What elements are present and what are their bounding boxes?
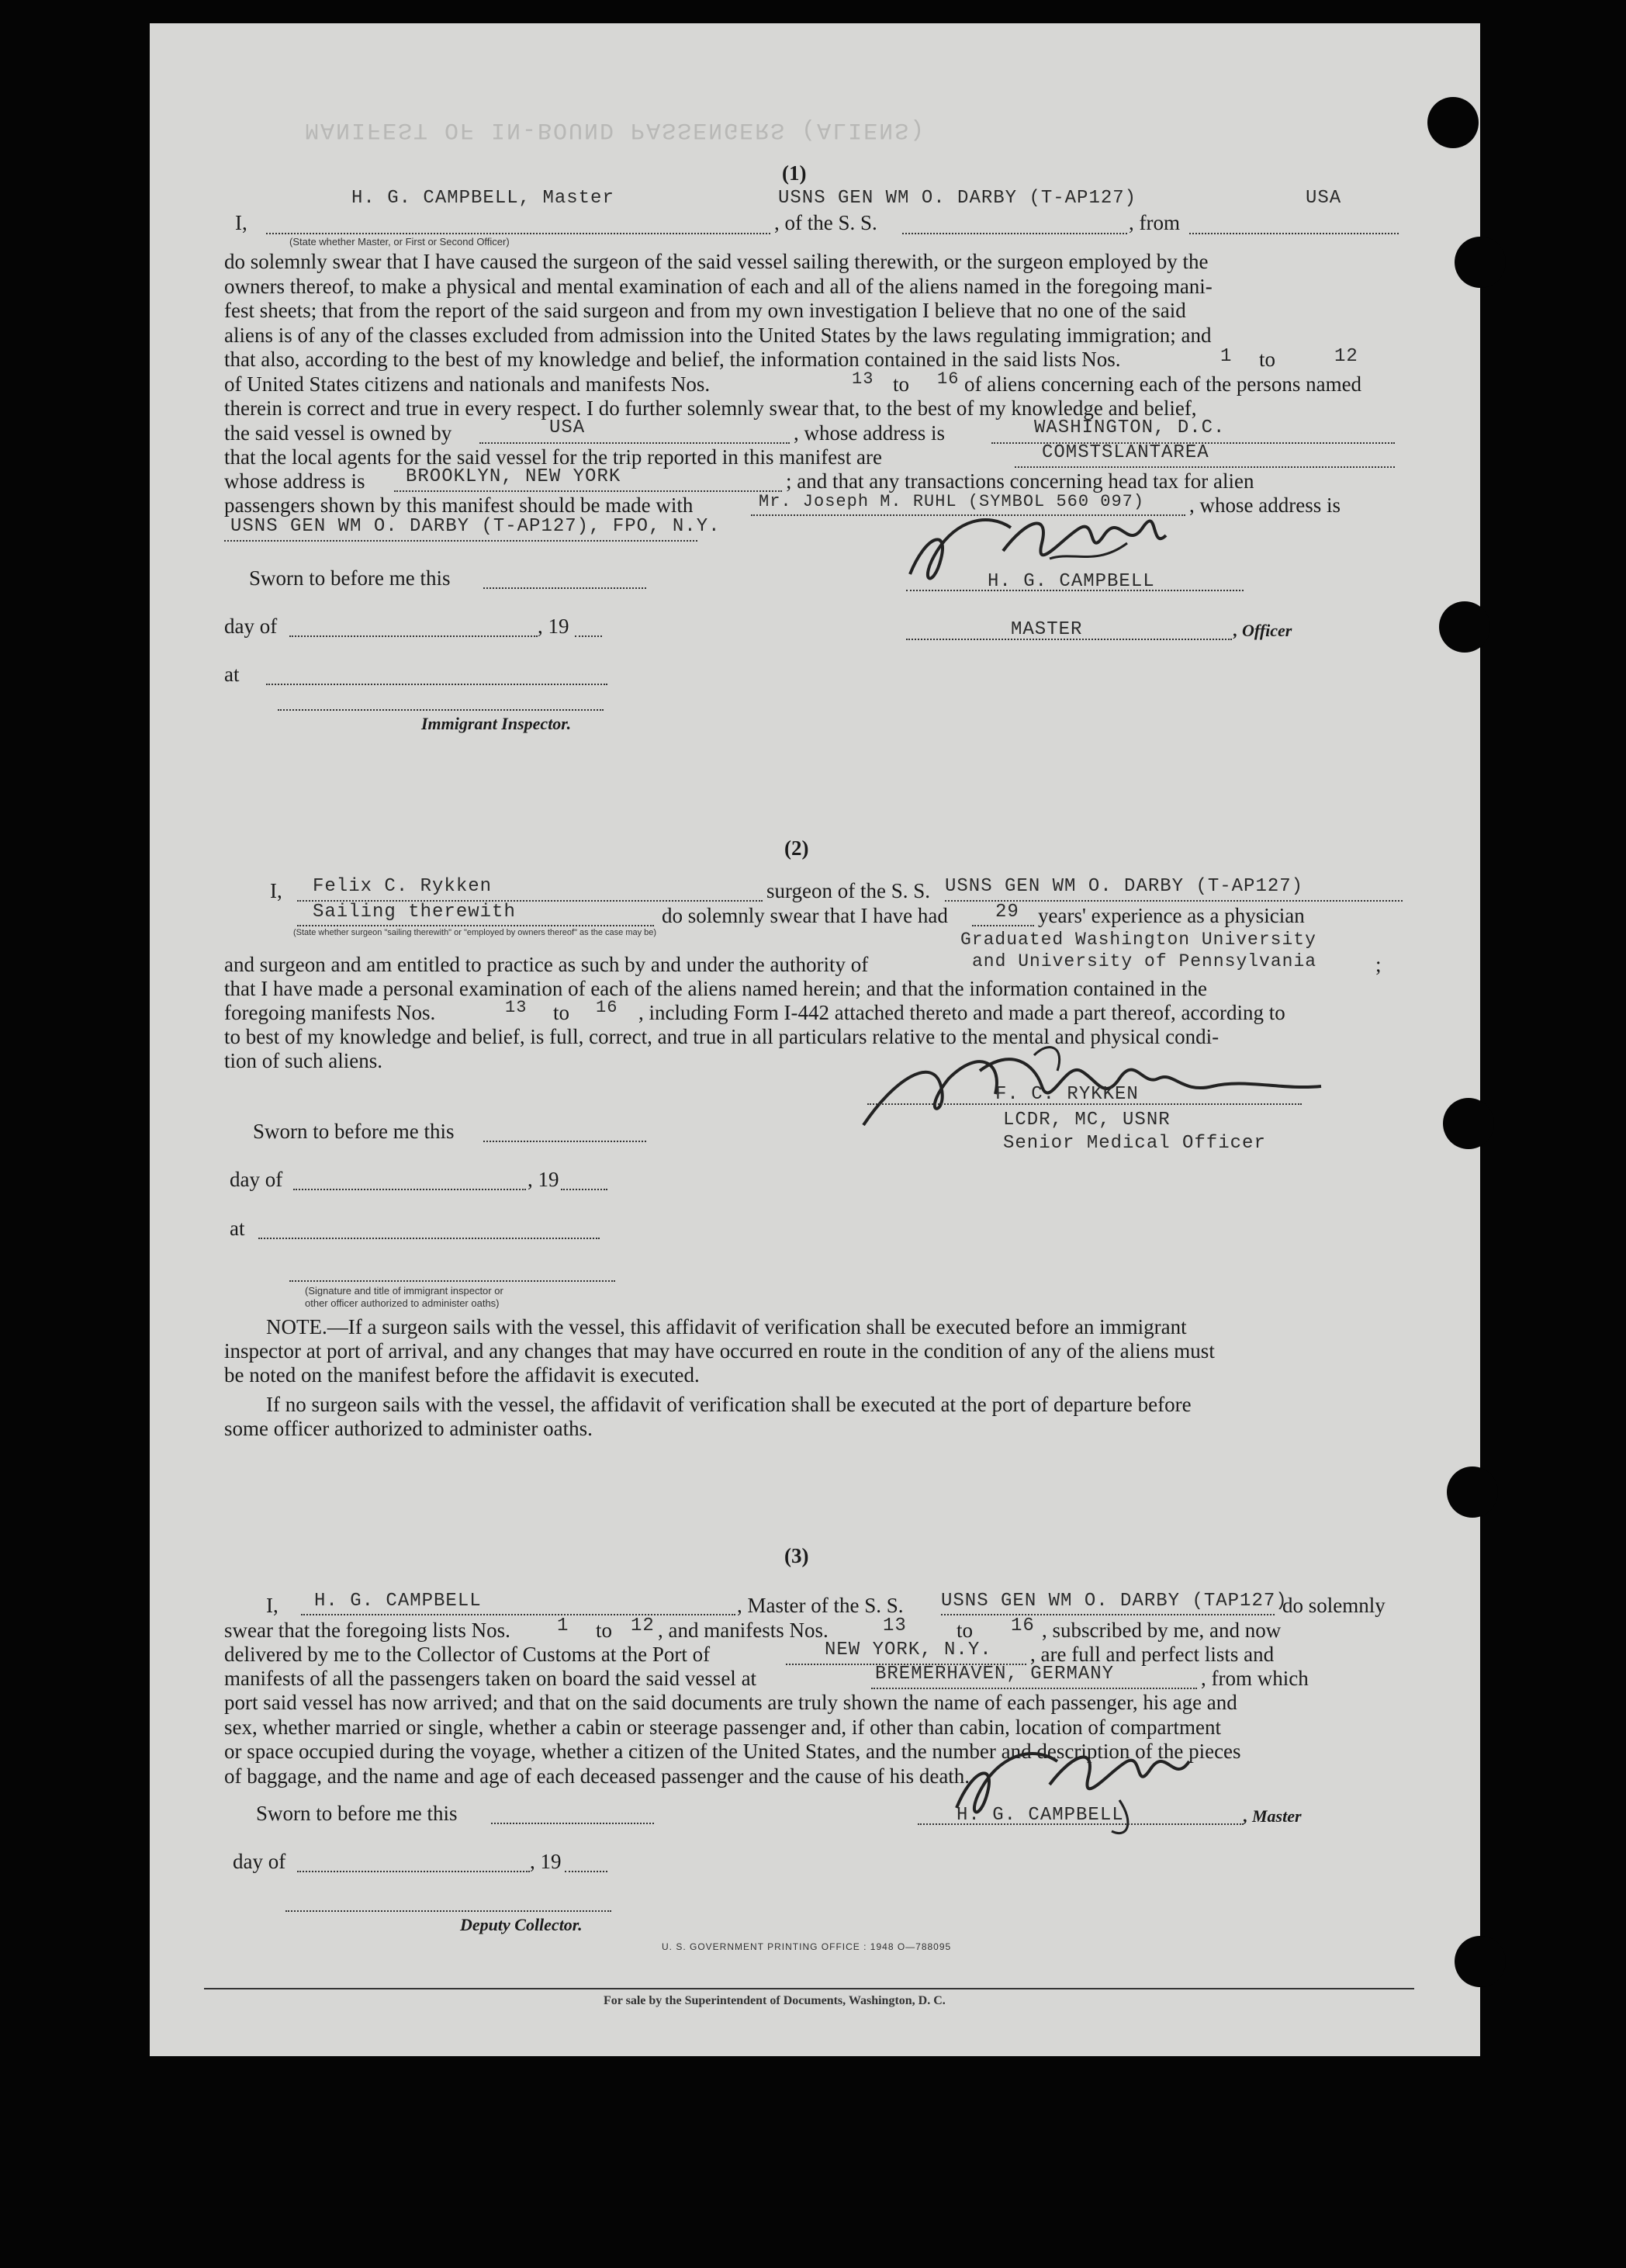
years-value: 29 [995, 902, 1019, 923]
s3-departure: BREMERHAVEN, GERMANY [875, 1664, 1115, 1685]
vessel-3: USNS GEN WM O. DARBY (TAP127) [941, 1591, 1288, 1612]
collector-line [285, 1910, 611, 1912]
contact-address-value: USNS GEN WM O. DARBY (T-AP127), FPO, N.Y. [230, 516, 721, 537]
official-caption-2: other officer authorized to administer oaths) [305, 1297, 500, 1309]
sworn-label-3: Sworn to before me this [256, 1802, 458, 1825]
foregoing-a: foregoing manifests Nos. [224, 1001, 436, 1024]
year-label-3: , 19 [530, 1850, 562, 1873]
at-label-2: at [230, 1217, 245, 1240]
gpo-imprint: U. S. GOVERNMENT PRINTING OFFICE : 1948 O—788095 [662, 1941, 952, 1952]
from-line [1189, 233, 1399, 234]
s3-subscribed: , subscribed by me, and now [1042, 1619, 1282, 1642]
sworn-line-1 [483, 587, 646, 589]
i-label: I, [235, 211, 247, 234]
day-of-label-2: day of [230, 1168, 283, 1191]
s3-port: NEW YORK, N.Y. [825, 1640, 992, 1660]
inspector-line [278, 709, 604, 711]
no-surgeon-line-2: some officer authorized to administer oaths. [224, 1417, 593, 1440]
contact-address-line [224, 540, 697, 542]
lists-line: that also, according to the best of my knowledge and belief, the information contained in the said lists Nos. [224, 348, 1121, 371]
vessel-name-typed: USNS GEN WM O. DARBY (T-AP127) [778, 188, 1137, 209]
owned-by-value: USA [549, 417, 586, 438]
agents-address-value: BROOKLYN, NEW YORK [406, 466, 621, 487]
local-agents-line [1015, 466, 1395, 468]
swear-b: years' experience as a physician [1038, 904, 1305, 927]
s3-manifests-from: 13 [883, 1615, 907, 1636]
sailing-line [297, 925, 654, 926]
s3-taken-label: manifests of all the passengers taken on board the said vessel at [224, 1667, 757, 1690]
s3-perfect-lists: , are full and perfect lists and [1030, 1643, 1275, 1666]
at-line-1 [266, 684, 607, 685]
foregoing-b: , including Form I-442 attached thereto and made a part thereof, according to [638, 1001, 1285, 1024]
owner-address-value: WASHINGTON, D.C. [1034, 417, 1226, 438]
authority-typed-1: Graduated Washington University [960, 930, 1316, 950]
i-label-3: I, [266, 1594, 278, 1617]
punch-hole [1427, 97, 1479, 148]
best-knowledge-line: to best of my knowledge and belief, is full, correct, and true in all particulars relative to the mental and physical condi- [224, 1025, 1220, 1048]
s3-departure-line [871, 1688, 1197, 1689]
lists-to: 12 [1334, 346, 1358, 367]
inspector-caption: Immigrant Inspector. [421, 714, 572, 733]
owned-by-line [479, 442, 790, 444]
s3-lists-from: 1 [557, 1615, 569, 1636]
sworn-label-2: Sworn to before me this [253, 1120, 455, 1143]
master-name-3: H. G. CAMPBELL [314, 1591, 482, 1612]
manifests-to: 16 [937, 369, 960, 389]
punch-hole [1443, 1098, 1494, 1149]
manifests-line-a: of United States citizens and nationals and manifests Nos. [224, 372, 711, 396]
master-of-ss: , Master of the S. S. [737, 1594, 904, 1617]
s3-lists-to-word: to [596, 1619, 613, 1642]
year-label-1: , 19 [538, 615, 569, 638]
from-port-typed: USA [1306, 188, 1342, 209]
passengers-label: passengers shown by this manifest should be made with [224, 493, 694, 517]
personal-exam-line: that I have made a personal examination of each of the aliens named herein; and that the information contained in the [224, 977, 1208, 1000]
i-label-2: I, [270, 879, 282, 902]
section-3-body: port said vessel has now arrived; and that on the said documents are truly shown the name of each passenger, his age and sex, whether married or single, whether a cabin or steerage passenger and, if other than cabin, location of compartment or space occupied during the voyage, whether a citizen of the United States, and the number and description of the pieces of baggage, and the name and age of each deceased passenger and the cause of his death. [224, 1691, 1241, 1788]
master-label-3: , Master [1244, 1806, 1302, 1826]
owned-by-label: the said vessel is owned by [224, 421, 452, 445]
head-tax-contact: Mr. Joseph M. RUHL (SYMBOL 560 097) [759, 492, 1145, 511]
master-typed-3: H. G. CAMPBELL [957, 1805, 1124, 1826]
solemnly-3: do solemnly [1282, 1594, 1386, 1617]
official-line [289, 1280, 615, 1282]
note-line-3: be noted on the manifest before the affidavit is executed. [224, 1363, 700, 1387]
manifests-line-b: of aliens concerning each of the persons named [964, 372, 1362, 396]
sworn-label-1: Sworn to before me this [249, 566, 451, 590]
vessel-2: USNS GEN WM O. DARBY (T-AP127) [945, 876, 1304, 897]
sailing-status: Sailing therewith [313, 902, 516, 923]
master-typed-1: H. G. CAMPBELL [988, 571, 1155, 592]
day-of-label-1: day of [224, 615, 278, 638]
lists-from: 1 [1220, 346, 1233, 367]
surgeon-title: Senior Medical Officer [1003, 1133, 1266, 1154]
year-label-2: , 19 [528, 1168, 559, 1191]
day-of-line-2 [293, 1189, 526, 1190]
day-of-label-3: day of [233, 1850, 286, 1873]
officer-line [266, 233, 770, 234]
swear-a: do solemnly swear that I have had [662, 904, 948, 927]
surgeon-typed: F. C. RYKKEN [995, 1084, 1139, 1105]
agents-address-label: whose address is [224, 469, 365, 493]
for-sale-line: For sale by the Superintendent of Documents, Washington, D. C. [604, 1994, 946, 2007]
note-line-1: NOTE.—If a surgeon sails with the vessel, this affidavit of verification shall be executed before an immigrant [266, 1315, 1187, 1338]
day-of-line-3 [297, 1871, 530, 1872]
section-1-body: do solemnly swear that I have caused the surgeon of the said vessel sailing therewith, or the surgeon employed by the owners thereof, to make a physical and mental examination of each and all of the aliens named in the foregoing mani- fest sheets; that from the report of the said surgeon and from my own investigation I believe that no one of the said aliens is of any of the classes excluded from admission into the United States by the laws regulating immigration; and [224, 250, 1213, 347]
surgeon-of-ss: surgeon of the S. S. [766, 879, 931, 902]
official-caption-1: (Signature and title of immigrant inspector or [305, 1285, 503, 1297]
vessel-3-line [941, 1614, 1275, 1615]
s2-to-word: to [553, 1001, 570, 1024]
note-line-2: inspector at port of arrival, and any changes that may have occurred en route in the condition of any of the aliens must [224, 1339, 1215, 1363]
punch-hole [1455, 237, 1506, 288]
s2-manifests-to: 16 [596, 998, 618, 1017]
s3-lists-label: swear that the foregoing lists Nos. [224, 1619, 510, 1642]
no-surgeon-line: If no surgeon sails with the vessel, the affidavit of verification shall be executed at the port of departure before [266, 1393, 1192, 1416]
s3-manifests-label: , and manifests Nos. [658, 1619, 829, 1642]
punch-hole [1455, 1936, 1506, 1987]
from-label: , from [1129, 211, 1180, 234]
s3-lists-to: 12 [631, 1615, 655, 1636]
local-agents-value: COMSTSLANTAREA [1042, 442, 1209, 463]
sworn-line-2 [483, 1141, 646, 1142]
lists-to-word: to [1259, 348, 1276, 371]
officer-caption: (State whether Master, or First or Second Officer) [289, 236, 510, 248]
s3-manifests-to: 16 [1011, 1615, 1035, 1636]
section-2-number: (2) [784, 836, 809, 860]
years-line [972, 925, 1034, 926]
at-label-1: at [224, 663, 240, 686]
year-line-1 [575, 635, 602, 637]
master-name-typed: H. G. CAMPBELL, Master [351, 188, 614, 209]
authority-typed-2: and University of Pennsylvania [972, 951, 1317, 971]
day-of-line-1 [289, 635, 538, 637]
sworn-line-3 [491, 1823, 654, 1824]
authority-semicolon: ; [1375, 953, 1382, 976]
faint-header: MANIFEST OF IN-BOUND PASSENGERS (ALIENS) [305, 116, 926, 143]
every-respect-line: therein is correct and true in every respect. I do further solemnly swear that, to the best of my knowledge and belief, [224, 396, 1197, 420]
section-3-number: (3) [784, 1544, 809, 1567]
punch-hole [1439, 601, 1490, 653]
at-line-2 [258, 1238, 600, 1239]
collector-caption: Deputy Collector. [460, 1915, 583, 1934]
status-caption: (State whether surgeon "sailing therewith" or "employed by owners thereof" as the case may be) [293, 928, 657, 937]
surgeon-rank: LCDR, MC, USNR [1003, 1110, 1171, 1131]
agents-address-line [394, 490, 782, 492]
authority-line-a: and surgeon and am entitled to practice as such by and under the authority of [224, 953, 869, 976]
year-line-3 [565, 1871, 607, 1872]
manifests-to-literal: to [893, 372, 910, 396]
officer-label-1: , Officer [1233, 621, 1292, 640]
manifest-page [150, 23, 1480, 2056]
master-name-3-line [301, 1614, 735, 1615]
whose-address-label: , whose address is [1189, 493, 1341, 517]
manifests-from: 13 [852, 369, 874, 389]
punch-hole [1447, 1466, 1498, 1518]
s3-from-which: , from which [1201, 1667, 1309, 1690]
s3-collector-label: delivered by me to the Collector of Customs at the Port of [224, 1643, 711, 1666]
of-ss-label: , of the S. S. [774, 211, 877, 234]
surgeon-name: Felix C. Rykken [313, 876, 493, 897]
vessel-line [902, 233, 1127, 234]
footer-rule [204, 1988, 1414, 1989]
owner-address-label: , whose address is [794, 421, 945, 445]
s2-manifests-from: 13 [505, 998, 528, 1017]
year-line-2 [561, 1189, 607, 1190]
s3-manifests-to-word: to [957, 1619, 974, 1642]
head-tax-label: ; and that any transactions concerning head tax for alien [786, 469, 1254, 493]
such-aliens-line: tion of such aliens. [224, 1049, 382, 1072]
master-title-1: MASTER [1011, 619, 1083, 640]
local-agents-label: that the local agents for the said vessel for the trip reported in this manifest are [224, 445, 882, 469]
section-1-number: (1) [782, 161, 807, 185]
